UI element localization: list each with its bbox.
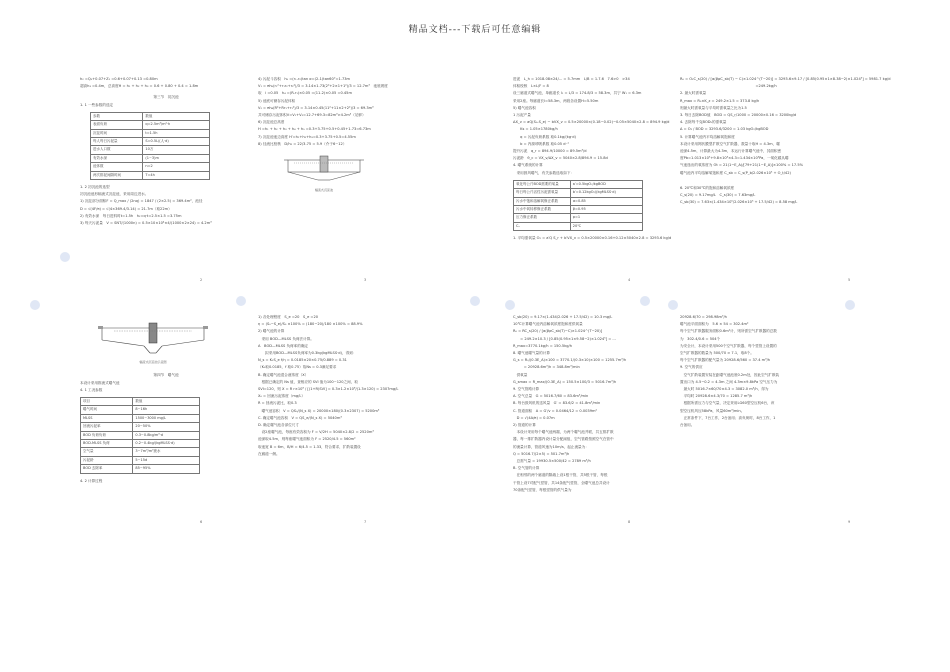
table-cell: 池体数	[91, 163, 143, 171]
table-cell: t=1.5h	[143, 129, 210, 137]
figure-caption: 辐流式沉淀池	[314, 188, 333, 193]
text-line: b = 内源呼吸系数 取0.05 d⁻¹	[513, 141, 569, 146]
table-cell: 曝气时间	[81, 406, 133, 414]
text-line: 8. 曝气池曝气量的计算	[513, 351, 550, 356]
table-cell: 1500~3000 mg/L	[133, 414, 200, 422]
table-cell: 回流污泥率	[81, 423, 133, 431]
text-line: B. 每台鼓风机的送风量 G′ = 83.6/2 = 41.8m³/min	[513, 401, 601, 406]
doc-page-3	[513, 76, 685, 286]
doc-page-8	[680, 314, 852, 464]
text-line: 每个空气扩散器服务面积0.6m²计，则所需空气扩散器的总数	[680, 329, 777, 334]
text-line: 型空压机风压58kPa，风量60m³/min。	[680, 408, 745, 413]
text-line: 则最大时需氧量与平均时需氧量之比为1.5	[680, 105, 747, 110]
sedimentation-tank-figure	[284, 154, 364, 194]
text-line: 进泥 L_h = 1018.08×24/... = 5.7mm L/B = 1.7.6 7.6>0 >34	[513, 77, 630, 81]
table-cell: 压力修正系数	[514, 214, 571, 222]
text-line: （K₂取0.0185，f 取0.75）故Ns = 0.3满足要求	[258, 365, 337, 370]
table-cell: a′=0.5kgO₂/kgBOD	[570, 180, 642, 188]
text-line: A. 空气总量 G = 5016.7/60 = 83.6m³/min	[513, 394, 589, 399]
seal-mark	[30, 300, 40, 310]
text-line: D = √(4A/π) = 0.07m	[513, 415, 555, 420]
table-cell: 每日每公斤活性污泥需氧量	[514, 189, 571, 197]
text-line: 的流量计算，管道风速为10m/s，起止流量为：	[513, 444, 589, 449]
table-cell: 两次排泥间隔时间	[91, 171, 143, 179]
text-line: 曝气池内平均溶解氧饱和度 C_sb = C_s(P_b/2.026×10⁵ + O_t/42)	[680, 170, 791, 175]
table-cell: 0.3~0.8kg/m³·d	[133, 431, 200, 439]
text-line: 根据已确定的 Ns 值，查相应的 SVI 值为100~120之间，取	[258, 379, 358, 384]
table-cell: S=0.5L/(人·d)	[143, 138, 210, 146]
text-line: 池深4.5m，计算最大为4.3m，本运行计算曝气池中，其面积密	[680, 149, 782, 154]
text-line: R₀ = O₂C_s(20) / [α(βρC_sb(T) − C)×1.024^(T−20)] = 3293.6×9.17 / [0.85(0.95×1×8.38−2)×1.024⁵] = 5981.7 kg/d	[680, 77, 891, 81]
page-number: 2	[200, 278, 203, 282]
tank-section-drawing	[284, 154, 364, 184]
table-cell: 氧化每公斤BOD需要的氧量	[514, 180, 571, 188]
table-cell: 20~50%	[133, 423, 200, 431]
text-line: 70条配气竖管，每根竖管的供气量为	[513, 487, 572, 492]
text-line: V₁ = πh₅(r₁²+r₁r₂+r₂²)/3 = 3.14×1.73(2²+2×1+1²)/3 = 12.7m³ 池底坡度	[258, 84, 388, 89]
table-cell: β=0.95	[570, 206, 642, 214]
table-cell: 参数	[91, 112, 143, 120]
text-line: 正常条件下，7台工作，2台备用；高负荷时，8台工作，1	[680, 415, 776, 420]
text-line: 提升污泥 q_r = 894.9/10000 = 89.5m³/d	[513, 149, 587, 154]
text-line: 最大时 5016.7×60/70×4.3 = 3082.0 m³/h，得为	[680, 387, 769, 392]
table-cell: ρ=1	[570, 214, 642, 222]
text-line: 超高h₃ =0.4m，总高度H = h₁ + h₂ + h₃ = 0.6 + 0.80 + 0.4 = 1.8m	[80, 84, 199, 89]
doc-page-6	[258, 314, 430, 526]
text-line: 台备用。	[680, 423, 695, 428]
text-line: 气池逸出的氧浓度为 Ot = 21(1−E_A)/[79+21(1−E_A)]×100% = 17.5%	[680, 163, 804, 168]
text-line: 3) 每天污泥量 V = SNT/(1000n) = 0.5×10×10⁴×4/(1000×2×24) = 4.2m³	[80, 221, 212, 226]
text-line: C. 确定曝气池容积 V = QS_e/(N_s X) = 5040m³	[258, 415, 342, 420]
text-line: 设2座曝气池，每座有效容积为 F = V/2H = 5040×2.8/2 = 2520m³	[258, 430, 374, 435]
table-cell: Cₛ	[514, 222, 571, 230]
doc-page-4	[680, 76, 891, 286]
text-line: 10℃计算曝气池内溶解氧浓度饱和度供氧量	[513, 322, 583, 327]
table-cell: 沉淀时间	[91, 129, 143, 137]
text-line: η = (S₀−S_e)/S₀ ×100% = (180−20)/180 ×100% = 88.9%	[258, 322, 363, 327]
table-cell: MLSS	[81, 414, 133, 422]
text-line: C_sb(30) = 7.63×(1.434×10⁵/2.026×10⁵ + 17.5/42) = 8.58 mg/L	[680, 200, 798, 205]
text-line: =249.2kg/h	[680, 84, 777, 89]
text-line: R = 回流污泥比，取0.3	[258, 401, 297, 406]
table-cell: BOD 负荷负荷	[81, 431, 133, 439]
table-cell: BOD 去除率	[81, 465, 133, 473]
text-line: 采用鼓风曝气，有关参数选取如下：	[513, 170, 575, 175]
table-cell: 5~15d	[133, 456, 200, 464]
subsection-heading: 4. 2 计算过程	[80, 478, 103, 483]
table-cell: 污水中饱和溶解氧修正系数	[514, 197, 571, 205]
text-line: 1) 各处理程度 S_e =20 S_e =20	[258, 315, 319, 319]
table-cell: 数值	[143, 112, 210, 120]
table-cell: (1~3)m	[143, 154, 210, 162]
text-line: C. 管道面积 A = G′/v = 0.0464/12 = 0.0039m²	[513, 408, 597, 413]
page-number: 3	[364, 278, 367, 282]
table-cell: q=2.5m³/m²·h	[143, 121, 210, 129]
text-line: D = √(4F/π) = √(4×369.4/3.14) = 21.7m（取22m）	[80, 206, 172, 211]
text-line: 9. 空气的供应	[680, 365, 703, 370]
figure-caption: 辐流式沉淀池示意图	[139, 360, 167, 365]
text-line: 本设计采用每个曝气池两端，为两个曝气池并联，共五排扩散	[513, 430, 614, 435]
text-line: 为 302.4/0.6 = 504个	[680, 336, 721, 341]
text-line: = 20928.6m³/h = 348.8m³/min	[513, 365, 580, 370]
section-heading: 第四节 曝气池	[153, 373, 179, 378]
table-cell: 表面负荷	[91, 121, 143, 129]
text-line: 5. 计算曝气池内平均溶解氧饱和度	[680, 134, 735, 139]
text-line: 2) 有效水深 每日进料时t=1.5h h₂=q·t=2.5×1.5 =3.75m	[80, 213, 182, 218]
text-line: 在相邻的两个廊道的隔墙上设1根干管，共5根干管，每根	[513, 473, 608, 478]
text-line: 1) 沉淀部分面积F = Q_max / (2nq) = 1847 / (2×2.5) = 369.4m²，池径	[80, 199, 203, 204]
text-line: 曝气池容积 V = QS₀/(N_s X) = 20000×180/(0.3×2307) = 5200m³	[258, 408, 380, 413]
table-cell: 污泥龄	[81, 456, 133, 464]
text-line: N_s = K₂S_e f/η = 0.0185×20×0.75/0.889 = 0.31	[258, 358, 347, 363]
text-line: Ks = 1.05×1780kg/h	[513, 127, 558, 132]
seal-mark	[640, 296, 650, 306]
seal-mark	[845, 300, 855, 310]
page-number: 5	[848, 278, 851, 282]
text-line: R₀ = RC_s(20) / [α(βρC_sb(T)−C)×1.024^(T−20)]	[513, 329, 603, 334]
doc-page-1	[80, 76, 252, 286]
text-line: 取 i =0.05 h₄ =(R-r₁)×0.05 =(11-2)×0.05 =0.45m	[258, 91, 352, 96]
text-line: B. 空气管的计算	[513, 466, 540, 471]
subsection-heading: 1. 1 一些参数的选定	[80, 102, 114, 107]
table-cell: 0.2~0.4kg/(kgMLSS·d)	[133, 440, 200, 448]
parameter-table	[90, 112, 210, 180]
text-line: V₂ = πh₄(R²+Rr₁+r₁²)/3 = 3.14×0.45(11²+11×2+2²)/3 = 69.3m³	[258, 105, 374, 110]
text-line: 6. 20℃和30℃的饱和溶解氧浓度	[680, 185, 735, 190]
text-line: 度Pb=1.013×10⁵+9.8×10³×4.3=1.434×10⁵Pa，一氧化碳从曝	[680, 156, 789, 161]
text-line: 器，每一排扩散器内设计量分配阀组，空气管路按照空气在管中	[513, 437, 614, 442]
table-cell: 进水人口数	[91, 146, 143, 154]
section-heading: 第三节 初沉池	[153, 95, 179, 100]
text-line: 空气扩散器的数量为 500/70 ≈ 7.1，取8个。	[680, 351, 754, 356]
text-line: R_max=3770.1kg/h = 150.5kg/h	[513, 343, 572, 348]
text-line: = 249.2×10.3 / [0.85(0.95×1×9.58−2)×1.024⁵] = ...	[513, 336, 616, 341]
page-number: 9	[848, 520, 851, 524]
seal-mark	[236, 296, 246, 306]
text-line: 供氧量	[513, 372, 528, 377]
document-header: 精品文档---下载后可任意编辑	[408, 25, 542, 35]
text-line: 4. 去除每千克BOD₅的需氧量	[680, 120, 727, 125]
text-line: 设三廊道式曝气池，单廊道长 l₁ = L/3 = 174.8/3 = 58.3m，共宁 W₁ = 6.3m	[513, 91, 642, 96]
seal-mark	[505, 300, 515, 310]
text-line: 采用2座。每廊道长l=58.3m，两段各设置H=5.50m	[513, 98, 599, 103]
text-line: 拟采用BOD—MLSS负荷率为0.3kg(kgMLSS·d)，得到：	[258, 351, 357, 356]
text-line: 为安全计，本设计采用500个空气扩散器，每个竖管上设置的	[680, 343, 777, 348]
table-cell: 85~95%	[133, 465, 200, 473]
operating-parameter-table	[80, 397, 200, 474]
text-line: 1 污泥产量	[513, 113, 531, 118]
text-line: 2. 最大时需氧量	[680, 91, 707, 96]
text-line: 采用 BOD—MLSS 负荷法计算。	[258, 336, 314, 341]
text-line: H =h₁ + h₂ + h₃ + h₄ + h₅ =0.3+3.75+0.5+0.45+1.73=6.73m	[258, 127, 371, 132]
text-line: 共可储存污泥体积V=V₁+V₂=12.7+69.3=82m³>4.2m³（足够）	[258, 113, 366, 118]
text-line: 体积校核 L×L/F = 8	[513, 84, 549, 89]
text-line: 总需气量 = 19930.5×500/42 = 2789 m³/h	[513, 459, 591, 464]
text-line: B. 确定曝气池混合液浓度（X）	[258, 372, 309, 377]
text-line: 在廊道一侧。	[258, 451, 280, 456]
seal-mark	[60, 252, 70, 262]
text-line: G_smax = R_max/(0.3E_A) = 150.5×100/3 = 5016.7m³/h	[513, 379, 617, 384]
table-cell: 污水中氧转移修正系数	[514, 206, 571, 214]
text-line: 7) 沉淀池池边高度 H′=h₁+h₂+h₃=0.3+3.75+0.5=4.55m	[258, 134, 356, 139]
table-cell: 3~7m³/m³废水	[133, 448, 200, 456]
text-line: 9. 空气管路计算	[513, 387, 540, 392]
text-line: 4) 污泥斗容积 h₅ =(r₁-r₂)tan α=(2-1)tan60°=1.73m	[258, 77, 351, 81]
text-line: A BOD—MLSS 负荷率的确定	[258, 343, 309, 348]
table-cell: 项目	[81, 398, 133, 406]
text-line: 1. 平均需氧量 O₂ = a′Q S_r + b′VX_v = 0.5×20000×0.16+0.12×5040×2.8 = 3293.6 kg/d	[513, 236, 672, 241]
text-line: ΔX_v = aQ(S₀-S_e) − bVX_v = 0.5×20000×(0.18−0.02)−0.05×5040×2.8 = 894.9 kg/d	[513, 120, 670, 125]
table-cell: n=2	[143, 163, 210, 171]
text-line: 8) 径流比校核 D/h₂ = 22/3.75 = 5.9（介于6~12）	[258, 141, 347, 146]
text-line: C_s(20) = 9.17mg/L C_s(30) = 7.63mg/L	[680, 193, 756, 198]
doc-page-2	[258, 76, 430, 286]
text-line: 取池宽 B = 6m，B/H = 6/4.5 = 1.33，符合要求，扩散装置设	[258, 444, 361, 449]
text-line: 池深取4.5m，则每座曝气池面积为 F = 2520/4.5 = 560m²	[258, 437, 356, 442]
page-number: 6	[200, 520, 203, 524]
text-line: 污泥龄 θ_c = VX_v/ΔX_v = 5040×2.8/894.9 = 15.8d	[513, 156, 608, 161]
text-line: 20928.6/70 = 298.98m³/h	[680, 315, 727, 319]
text-line: C_sb(20) = 9.17×(1.434/2.026 + 17.5/42) = 10.3 mg/L	[513, 315, 613, 319]
table-cell: 空气量	[81, 448, 133, 456]
text-line: 根据所需压力与空气量，决定采用LG60型空压机6台，该	[680, 401, 775, 406]
text-line: 4. 曝气系统的计算	[513, 163, 543, 168]
text-line: 每个空气扩散器的配气量为 20928.6/560 = 37.4 m³/h	[680, 358, 771, 363]
aeration-parameter-table	[513, 180, 643, 231]
text-line: 6) 沉淀池总高度	[258, 120, 285, 125]
doc-page-7	[513, 314, 685, 514]
text-line: Δ = O₂ / BOD = 3293.6/3200 = 1.03 kgO₂/kgBOD	[680, 127, 769, 132]
text-line: SVI=120，则 X = R r×10⁶ / [(1+R)SVI] = 0.3×1.2×10⁶/(1.3×120) = 2307mg/L	[258, 387, 399, 392]
text-line: Q = 5016.7/(2×5) = 501.7m³/h	[513, 451, 570, 456]
text-line: 干管上设7对配气竖管，共14条配气竖管，全曝气池总共设计	[513, 480, 610, 485]
text-line: D. 确定曝气池各部位尺寸	[258, 423, 299, 428]
text-line: 本设计采用推流式曝气池	[80, 380, 120, 385]
seal-mark	[470, 296, 480, 306]
table-cell: α=0.85	[570, 197, 642, 205]
text-line: 初沉池池形辐流式沉淀池，采用周边进水。	[80, 192, 149, 197]
text-line: 平均时 20928.6×4.3/70 = 1285.7 m³/h	[680, 394, 753, 399]
table-cell: 数值	[133, 398, 200, 406]
text-line: 空气扩散装置安装在距曝气池池底0.2m处，因此空气扩散装	[680, 372, 780, 377]
radial-tank-figure	[98, 322, 208, 366]
table-cell: 每人每日污泥量	[91, 138, 143, 146]
subsection-heading: 4. 1 工况参数	[80, 387, 103, 392]
text-line: 1. 2 初沉池的选型	[80, 185, 110, 190]
table-cell: T=4h	[143, 171, 210, 179]
page-number: 4	[628, 278, 631, 282]
page-number: 8	[628, 520, 631, 524]
text-line: 5) 曝气池容积	[513, 105, 536, 110]
text-line: 5) 池底可储存污泥体积	[258, 98, 296, 103]
text-line: h₂ =Q₀+0.07+Z₂ =0.6+0.07+0.13 =0.80m	[80, 77, 158, 81]
text-line: q = 污泥负荷系数 取0.1kg/(kg·d)	[513, 134, 576, 139]
table-cell: 10万	[143, 146, 210, 154]
table-cell: 有效水深	[91, 154, 143, 162]
text-line: 2) 曝气池的计算	[258, 329, 285, 334]
table-cell: 20℃	[570, 222, 642, 230]
table-cell: 8~16h	[133, 406, 200, 414]
doc-page-5	[80, 322, 252, 532]
page-number: 7	[364, 520, 367, 524]
text-line: G_s = R₀/(0.3E_A)×100 = 3770.1/(0.3×10)×100 = 1255.7m³/h	[513, 358, 627, 363]
table-cell: BOD-MLSS 负荷	[81, 440, 133, 448]
text-line: 置出口为 4.5−0.2 = 4.3m 之间 4.3m×9.8kPa 空气压力为	[680, 379, 778, 384]
text-line: 曝气池平面面积为 5.6 × 54 = 302.4m²	[680, 322, 749, 327]
seal-mark	[668, 300, 678, 310]
text-line: R_max = R₀×K_z = 249.2×1.5 = 373.8 kg/h	[680, 98, 760, 103]
radial-tank-drawing	[98, 322, 208, 356]
text-line: 本设计采用网状膜型扩散空气扩散器，数量十取H = 4.3m，曝	[680, 141, 780, 146]
table-cell: b′=0.12kgO₂/(kgMLSS·d)	[570, 189, 642, 197]
text-line: X₀ = 回流污泥浓度（mg/L）	[258, 394, 305, 399]
text-line: 3. 每日去除BOD值 BOD = QS_r/1000 = 20000×0.16 = 3200kg/d	[680, 113, 797, 118]
text-line: 2) 管道的计算	[513, 423, 536, 428]
